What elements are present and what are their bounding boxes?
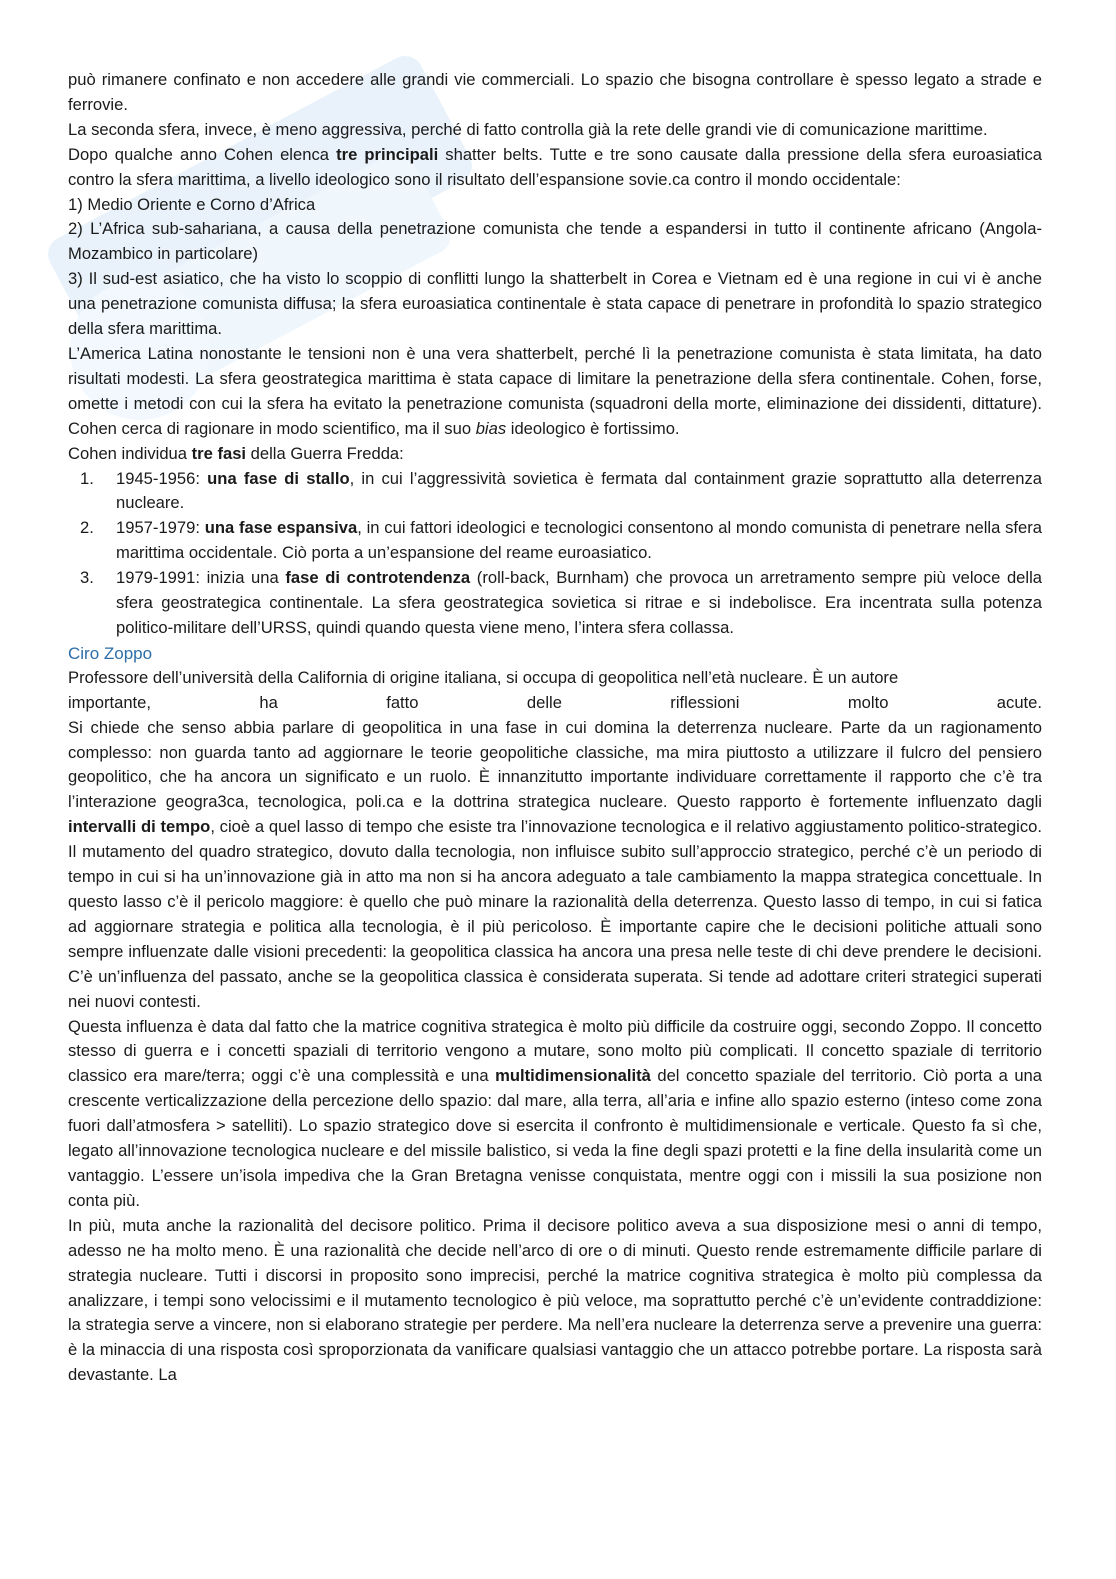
paragraph-shatter-belts: Dopo qualche anno Cohen elenca tre principali shatter belts. Tutte e tre sono causate dalla pressione della sfera euroasiatica contro la sfera marittima, a livello ideologico sono il risultato dell’espansione sovie.ca contro il mondo occidentale: xyxy=(68,144,1042,189)
paragraph-zoppo-space: Questa influenza è data dal fatto che la matrice cognitiva strategica è molto più difficile da costruire oggi, secondo Zoppo. Il concetto stesso di guerra e i concetti spaziali di territorio vengono a mutare, sono molto più complicati. Il concetto spaziale di territorio classico era mare/terra; oggi c’è una complessità e una multidimensionalità del concetto spaziale del territorio. Ciò porta a una crescente verticalizzazione della percezione dello spazio: dal mare, alla terra, all’aria e infine allo spazio esterno (inteso come zona fuori dall’atmosfera > satelliti). Lo spazio strategico dove si esercita il confronto è multidimensionale e verticale. Questo fa sì che, legato all’innovazione tecnologica nucleare e del missile balistico, si veda la fine degli spazi protetti e la fine della insularità come un vantaggio. L’essere un’isola impediva che la Gran Bretagna venisse conquistata, mentre oggi con i missili la sua posizione non conta più. xyxy=(68,1016,1043,1210)
paragraph-zoppo-time: Si chiede che senso abbia parlare di geopolitica in una fase in cui domina la deterrenza nucleare. Parte da un ragionamento complesso: non guarda tanto ad aggiornare le teorie geopolitiche classiche, ma mira piuttosto a utilizzare il fulcro del pensiero geopolitico, che ha ancora un significato e un ruolo. È innanzitutto importante individuare correttamente il rapporto che c’è tra l’interazione geogra3ca, tecnologica, poli.ca e la dottrina strategica nucleare. Questo rapporto è fortemente influenzato dagli intervalli di tempo, cioè a quel lasso di tempo che esiste tra l’innovazione tecnologica e il relativo aggiustamento politico-strategico. Il mutamento del quadro strategico, dovuto dalla tecnologia, non influisce subito sull’approccio strategico, perché c’è un periodo di tempo in cui si ha un’innovazione già in atto ma non si ha ancora adeguato a tale cambiamento la mappa strategica concettuale. In questo lasso c’è il pericolo maggiore: è quello che può minare la razionalità della deterrenza. Questo lasso di tempo, in cui si fatica ad aggiornare strategia e politica alla tecnologia, è il più pericoloso. È importante capire che le decisioni politiche attuali sono sempre influenzate dalle visioni precedenti: la geopolitica classica ha ancora una presa nelle teste di chi deve prendere le decisioni. C’è un’influenza del passato, anche se la geopolitica classica è considerata superata. Si tende ad adottare criteri strategici superati nei nuovi contesti. xyxy=(68,717,1042,1011)
paragraph-latin-america: L’America Latina nonostante le tensioni non è una vera shatterbelt, perché lì la penetrazione comunista è stata limitata, ha dato risultati modesti. La sfera geostrategica marittima è stata capace di limitare la penetrazione della sfera continentale. Cohen, forse, omette i metodi con cui la sfera ha evitato la penetrazione comunista (squadroni della morte, eliminazione dei dissidenti, dittature). Cohen cerca di ragionare in modo scientifico, ma il suo bias ideologico è fortissimo. xyxy=(68,343,1042,438)
paragraph-zoppo-rationality: In più, muta anche la razionalità del decisore politico. Prima il decisore politico aveva a sua disposizione mesi o anni di tempo, adesso ne ha molto meno. È una razionalità che decide nell’arco di ore o di minuti. Questo rende estremamente difficile parlare di strategia nucleare. Tutti i discorsi in proposito sono imprecisi, perché la matrice cognitiva strategica è molto più complessa da analizzare, i tempi sono velocissimi e il mutamento tecnologico è più veloce, ma soprattutto perché c’è un’evidente contraddizione: la strategia serve a vincere, non si elaborano strategie per perdere. Ma nell’era nucleare la deterrenza serve a prevenire una guerra: è la minaccia di una risposta così sproporzionata da vanificare qualsiasi vantaggio che un attacco potrebbe portare. La risposta sarà devastante. La xyxy=(68,1215,1042,1385)
paragraph-phases-intro: Cohen individua tre fasi della Guerra Fredda: xyxy=(68,443,404,463)
belt-item: 1) Medio Oriente e Corno d’Africa xyxy=(68,194,316,214)
belt-item: 2) L’Africa sub-sahariana, a causa della penetrazione comunista che tende a espandersi in tutto il continente africano (Angola-Mozambico in particolare) xyxy=(68,219,1042,264)
paragraph-zoppo-intro-line2: importante, ha fatto delle riflessioni molto acute. xyxy=(68,692,1042,712)
belt-item: 3) Il sud-est asiatico, che ha visto lo scoppio di conflitti lungo la shatterbelt in Corea e Vietnam ed è una regione in cui vi è anche una penetrazione comunista diffusa; la sfera euroasiatica continentale è stata capace di penetrare in profondità lo spazio strategico della sfera marittima. xyxy=(68,269,1042,339)
paragraph-intro: può rimanere confinato e non accedere alle grandi vie commerciali. Lo spazio che bisogna controllare è spesso legato a strade e ferrovie. xyxy=(68,70,1042,114)
phase-item: 3. 1979-1991: inizia una fase di controtendenza (roll-back, Burnham) che provoca un arretramento sempre più veloce della sfera geostrategica continentale. La sfera geostrategica sovietica si ritrae e si indebolisce. Era incentrata sulla potenza politico-militare dell’URSS, quindi quando questa viene meno, l’intera sfera collassa. xyxy=(80,568,1043,637)
section-heading: Ciro Zoppo xyxy=(68,643,153,663)
phase-item: 2. 1957-1979: una fase espansiva, in cui fattori ideologici e tecnologici consentono al mondo comunista di penetrare nella sfera marittima occidentale. Ciò porta a un’espansione del reame euroasiatico. xyxy=(80,518,1042,563)
phase-item: 1. 1945-1956: una fase di stallo, in cui l’aggressività sovietica è fermata dal containment grazie soprattutto alla deterrenza nucleare. xyxy=(80,468,1042,513)
paragraph-zoppo-intro: Professore dell’università della California di origine italiana, si occupa di geopolitica nell’età nucleare. È un autore xyxy=(68,667,899,687)
paragraph-second-sphere: La seconda sfera, invece, è meno aggressiva, perché di fatto controlla già la rete delle grandi vie di comunicazione marittime. xyxy=(68,119,988,139)
phases-list xyxy=(68,467,1042,641)
